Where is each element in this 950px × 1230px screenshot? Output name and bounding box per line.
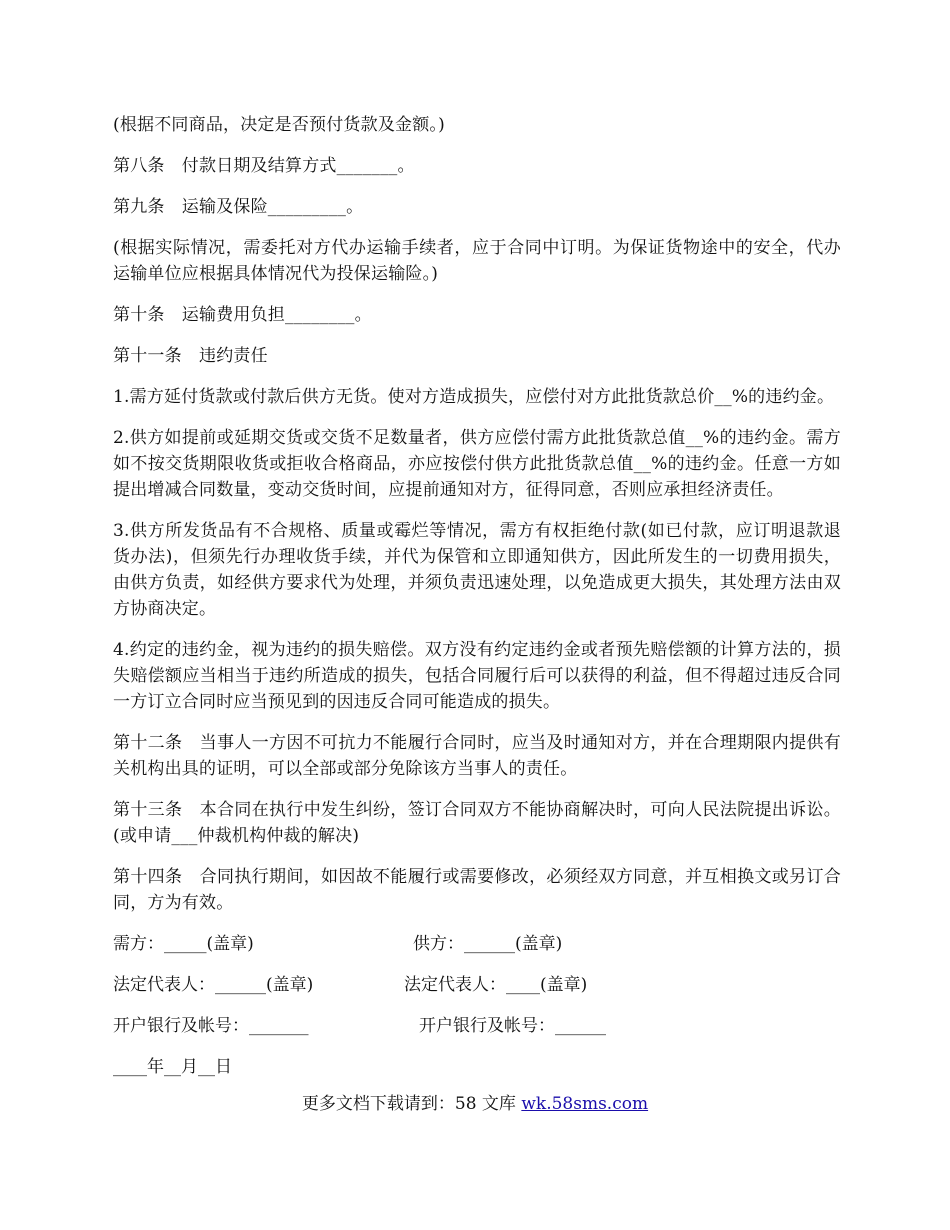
article-8-payment: 第八条 付款日期及结算方式_______。 [113,156,415,176]
download-footer [0,1092,950,1116]
article-14: 第十四条 合同执行期间，如因故不能履行或需要修改，必须经双方同意，并互相换文或另订合同，方为有效。 [113,867,841,913]
signature-row-date [113,1054,841,1080]
seller-signature: 供方：______(盖章) [413,934,563,954]
article-12: 第十二条 当事人一方因不可抗力不能履行合同时，应当及时通知对方，并在合理期限内提供有关机构出具的证明，可以全部或部分免除该方当事人的责任。 [113,733,841,779]
article-10-freight: 第十条 运输费用负担________。 [113,305,372,325]
article-11-heading: 第十一条 违约责任 [113,346,268,366]
seller-bank-account: 开户银行及帐号：______ [419,1016,606,1036]
note-transport: (根据实际情况，需委托对方代办运输手续者，应于合同中订明。为保证货物途中的安全，代办运输单位应根据具体情况代为投保运输险。) [113,238,841,284]
buyer-bank-account: 开户银行及帐号：_______ [113,1016,309,1036]
note-prepayment: (根据不同商品，决定是否预付货款及金额。) [113,115,445,135]
clause-1: 1.需方延付货款或付款后供方无货。使对方造成损失，应偿付对方此批货款总价__%的违约金。 [113,387,835,407]
footer-link[interactable]: wk.58sms.com [521,1094,649,1114]
clause-4: 4.约定的违约金，视为违约的损失赔偿。双方没有约定违约金或者预先赔偿额的计算方法的，损失赔偿额应当相当于违约所造成的损失，包括合同履行后可以获得的利益，但不得超过违反合同一方订立合同时应当预见到的因违反合同可能造成的损失。 [113,640,841,712]
article-13: 第十三条 本合同在执行中发生纠纷，签订合同双方不能协商解决时，可向人民法院提出诉讼。(或申请___仲裁机构仲裁的解决) [113,800,841,846]
clause-3: 3.供方所发货品有不合规格、质量或霉烂等情况，需方有权拒绝付款(如已付款，应订明退款退货办法)，但须先行办理收货手续，并代为保管和立即通知供方，因此所发生的一切费用损失，由供方负责，如经供方要求代为处理，并须负责迅速处理，以免造成更大损失，其处理方法由双方协商决定。 [113,521,841,619]
footer-text: 更多文档下载请到：58 文库 [301,1094,522,1114]
buyer-signature: 需方：_____(盖章) [113,934,254,954]
buyer-representative: 法定代表人：______(盖章) [113,975,314,995]
signature-row-parties [113,931,841,957]
seller-representative: 法定代表人：____(盖章) [404,975,588,995]
contract-page [113,112,841,1095]
article-9-transport: 第九条 运输及保险_________。 [113,197,364,217]
signing-date: ____年__月__日 [113,1057,232,1077]
signature-row-bank [113,1013,841,1039]
clause-2: 2.供方如提前或延期交货或交货不足数量者，供方应偿付需方此批货款总值__%的违约金。需方如不按交货期限收货或拒收合格商品，亦应按偿付供方此批货款总值__%的违约金。任意一方如提出增减合同数量，变动交货时间，应提前通知对方，征得同意，否则应承担经济责任。 [113,428,841,500]
signature-row-representatives [113,972,841,998]
